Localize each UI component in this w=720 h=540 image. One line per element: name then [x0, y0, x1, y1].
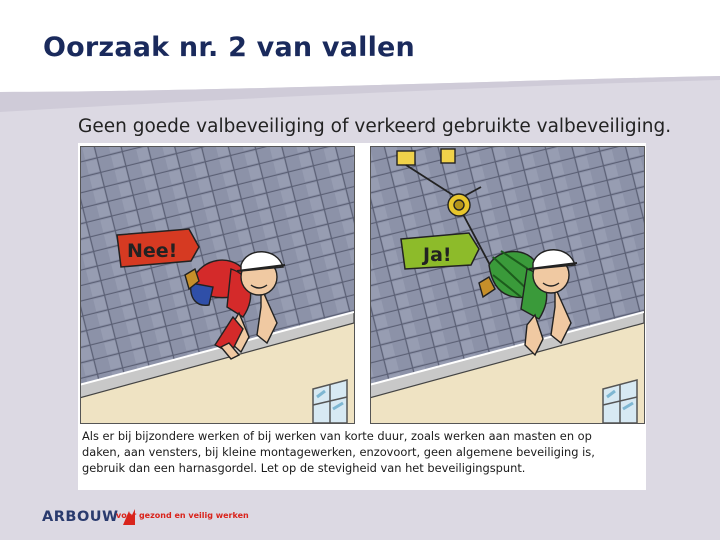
safety-illustration: [78, 143, 646, 490]
panel-wrong: [80, 146, 355, 424]
nee-sign-label: Nee!: [127, 240, 178, 262]
ja-sign-label: Ja!: [423, 244, 452, 266]
footer-tagline: voor gezond en veilig werken: [116, 511, 249, 520]
caption-line: daken, aan vensters, bij kleine montagewerken, enzovoort, geen algemene beveiliging is,: [82, 445, 595, 459]
nee-sign: [117, 229, 199, 267]
caption-line: Als er bij bijzondere werken of bij werken van korte duur, zoals werken aan masten en op: [82, 429, 592, 443]
panel-correct: [370, 146, 645, 424]
slide-title: Oorzaak nr. 2 van vallen: [43, 32, 415, 63]
slide-subtitle: Geen goede valbeveiliging of verkeerd gebruikte valbeveiliging.: [78, 116, 672, 137]
logo-text: ARBOUW: [42, 509, 119, 525]
caption-line: gebruik dan een harnasgordel. Let op de stevigheid van het beveiligingspunt.: [82, 461, 526, 475]
ja-sign: [401, 233, 479, 269]
footer: [0, 497, 720, 540]
illustration-caption: [82, 428, 642, 476]
